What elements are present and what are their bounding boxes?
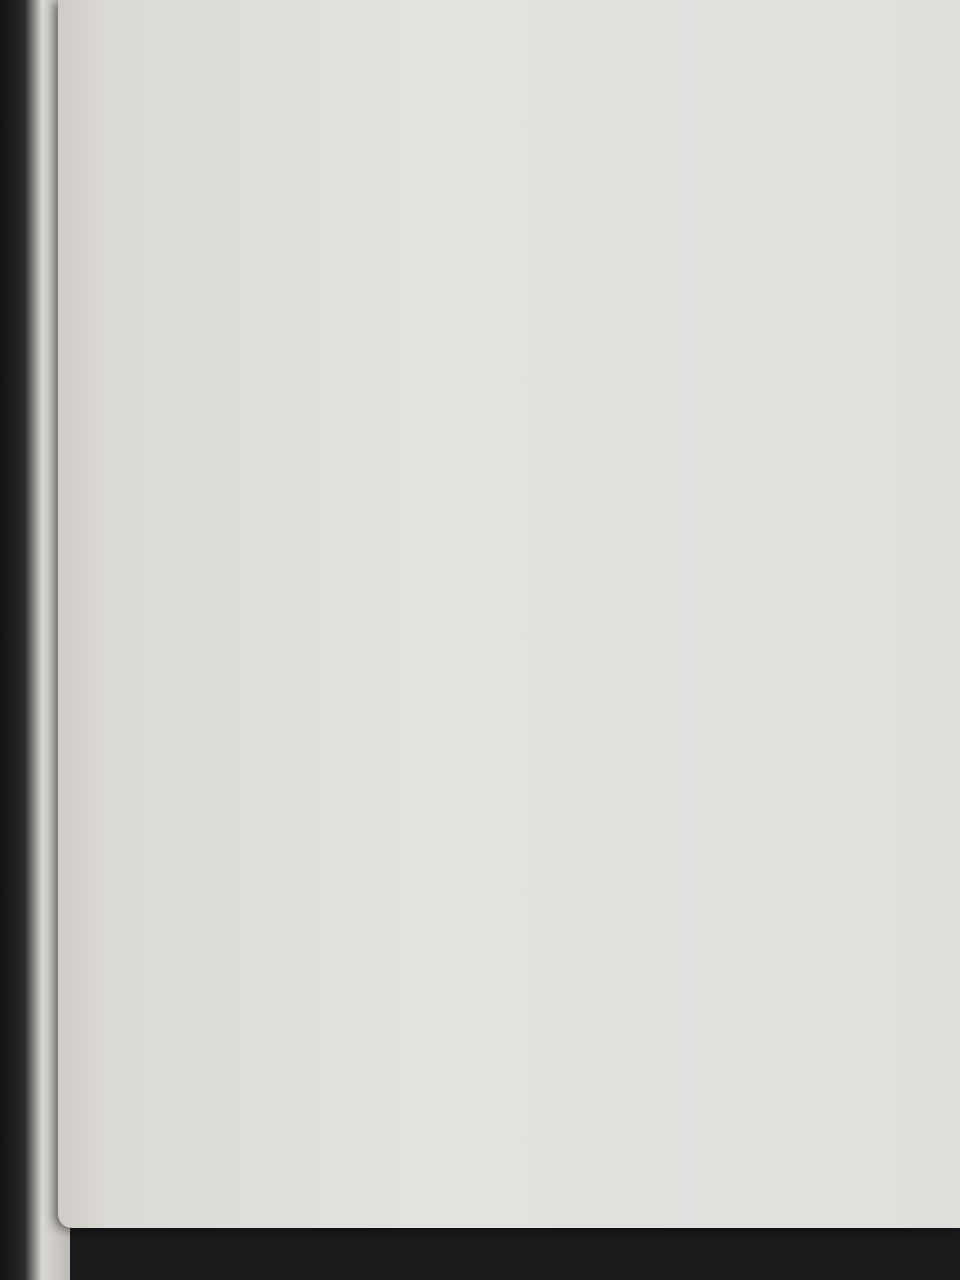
section-spacer — [528, 64, 928, 84]
toc-right-column — [528, 64, 928, 100]
toc-left-column — [110, 55, 512, 209]
